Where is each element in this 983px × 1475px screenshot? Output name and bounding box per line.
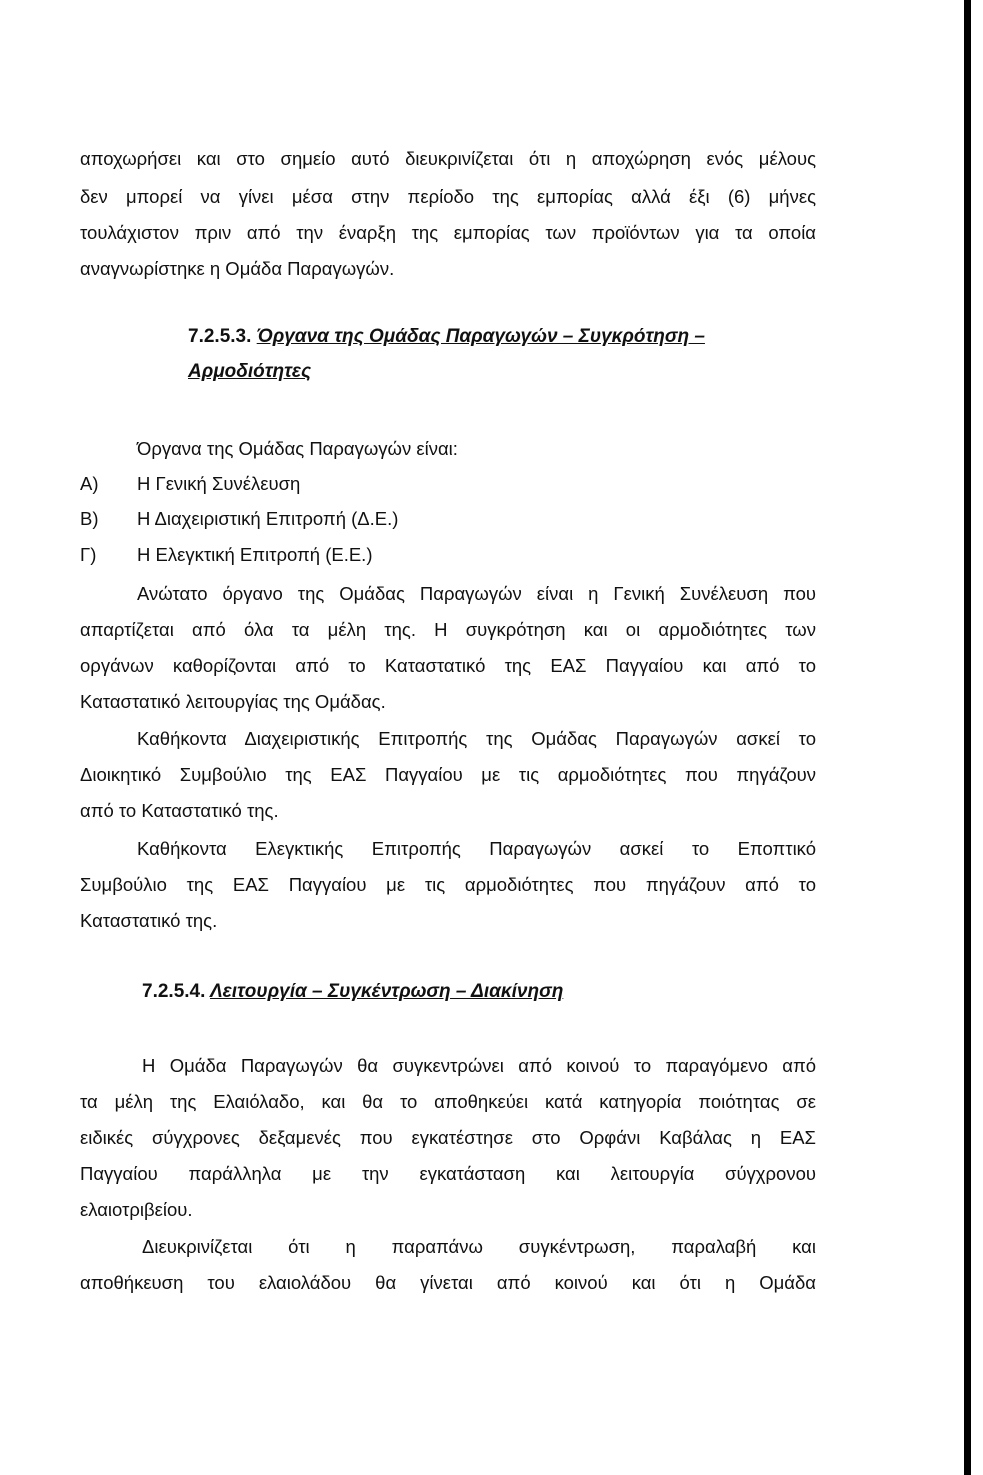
text-line: οργάνων καθορίζονται από το Καταστατικό της ΕΑΣ Παγγαίου και από το	[80, 655, 816, 676]
section-heading-7-2-5-3	[188, 326, 705, 348]
text-line: ειδικές σύγχρονες δεξαμενές που εγκατέστησε στο Ορφάνι Καβάλας η ΕΑΣ	[80, 1127, 816, 1148]
scan-edge-bar	[964, 0, 971, 1475]
text-line: Διοικητικό Συμβούλιο της ΕΑΣ Παγγαίου με τις αρμοδιότητες που πηγάζουν	[80, 764, 816, 785]
text-line: Διευκρινίζεται ότι η παραπάνω συγκέντρωση, παραλαβή και	[142, 1236, 816, 1257]
list-label: Γ)	[80, 544, 97, 565]
text-line: αποθήκευση του ελαιολάδου θα γίνεται από κοινού και ότι η Ομάδα	[80, 1272, 816, 1293]
list-item-audit-committee: Η Ελεγκτική Επιτροπή (Ε.Ε.)	[137, 544, 373, 565]
text-line: αποχωρήσει και στο σημείο αυτό διευκρινίζεται ότι η αποχώρηση ενός μέλους	[80, 148, 816, 169]
text-line: Η Ομάδα Παραγωγών θα συγκεντρώνει από κοινού το παραγόμενο από	[142, 1055, 816, 1076]
section-number: 7.2.5.3.	[188, 326, 252, 347]
text-line: Συμβούλιο της ΕΑΣ Παγγαίου με τις αρμοδιότητες που πηγάζουν από το	[80, 874, 816, 895]
text-line: τα μέλη της Ελαιόλαδο, και θα το αποθηκεύει κατά κατηγορία ποιότητας σε	[80, 1091, 816, 1112]
text-line: Καταστατικό της.	[80, 910, 218, 931]
text-line: τουλάχιστον πριν από την έναρξη της εμπορίας των προϊόντων για τα οποία	[80, 222, 816, 243]
text-line: Παγγαίου παράλληλα με την εγκατάσταση και λειτουργία σύγχρονου	[80, 1163, 816, 1184]
text-line: Καθήκοντα Διαχειριστικής Επιτροπής της Ομάδας Παραγωγών ασκεί το	[137, 728, 816, 749]
text-line: Καθήκοντα Ελεγκτικής Επιτροπής Παραγωγών ασκεί το Εποπτικό	[137, 838, 816, 859]
section-number: 7.2.5.4.	[142, 981, 206, 1002]
organs-intro: Όργανα της Ομάδας Παραγωγών είναι:	[137, 438, 458, 459]
text-line: Καταστατικό λειτουργίας της Ομάδας.	[80, 691, 386, 712]
list-label: Α)	[80, 473, 99, 494]
text-line: απαρτίζεται από όλα τα μέλη της. Η συγκρότηση και οι αρμοδιότητες των	[80, 619, 816, 640]
section-title: Λειτουργία – Συγκέντρωση – Διακίνηση	[209, 981, 564, 1002]
section-heading-7-2-5-4	[142, 981, 563, 1003]
text-line: αναγνωρίστηκε η Ομάδα Παραγωγών.	[80, 258, 395, 279]
text-line: δεν μπορεί να γίνει μέσα στην περίοδο της εμπορίας αλλά έξι (6) μήνες	[80, 186, 816, 207]
section-title-line-2: Αρμοδιότητες	[188, 361, 312, 382]
list-label: Β)	[80, 508, 99, 529]
text-line: από το Καταστατικό της.	[80, 800, 279, 821]
text-line: Ανώτατο όργανο της Ομάδας Παραγωγών είναι η Γενική Συνέλευση που	[137, 583, 816, 604]
text-line: ελαιοτριβείου.	[80, 1199, 193, 1220]
list-item-management-committee: Η Διαχειριστική Επιτροπή (Δ.Ε.)	[137, 508, 399, 529]
list-item-general-assembly: Η Γενική Συνέλευση	[137, 473, 301, 494]
section-heading-7-2-5-3-cont	[188, 361, 311, 383]
section-title-line-1: Όργανα της Ομάδας Παραγωγών – Συγκρότηση –	[256, 326, 705, 347]
